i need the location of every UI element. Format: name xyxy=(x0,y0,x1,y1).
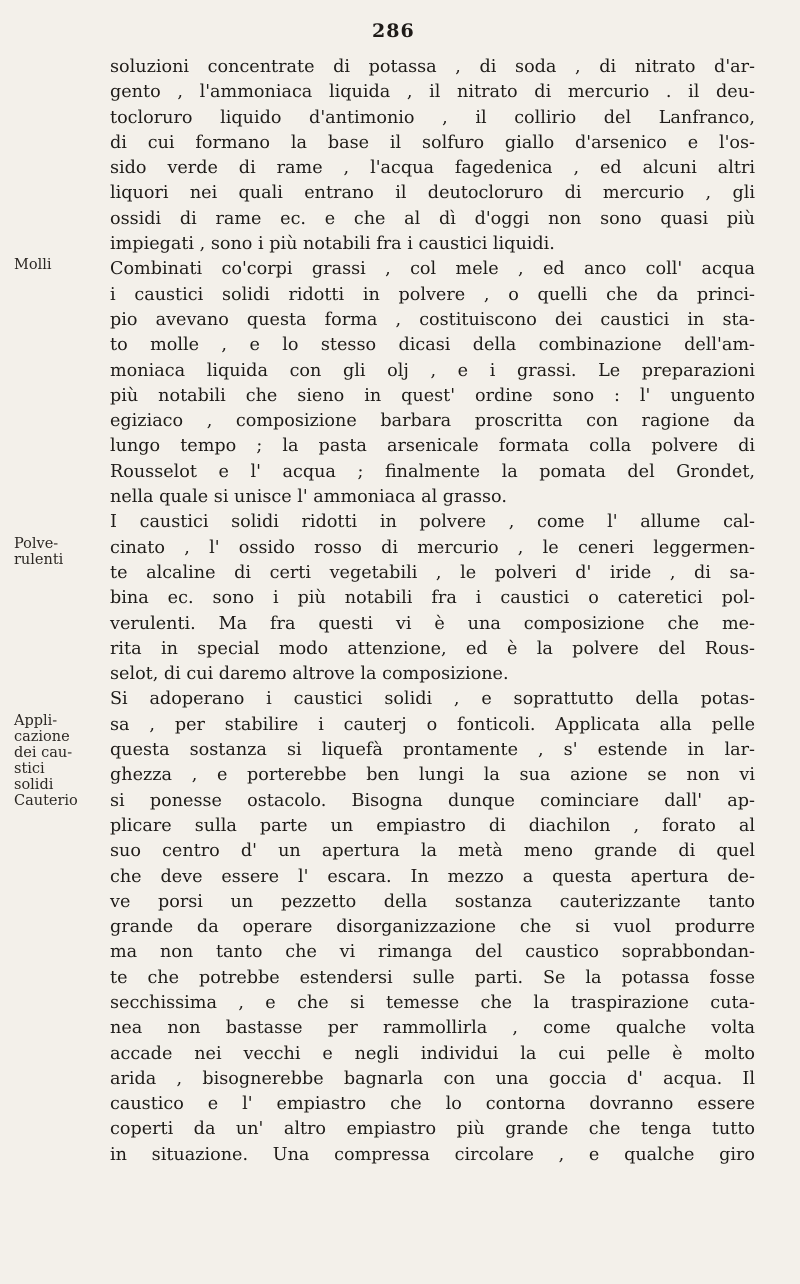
text-line: soluzioni concentrate di potassa , di soda , di nitrato d'ar- xyxy=(110,57,755,77)
text-line: plicare sulla parte un empiastro di diachilon , forato al xyxy=(110,815,755,836)
text-line: coperti da un' altro empiastro più grande che tenga tutto xyxy=(110,1119,755,1140)
text-line: Combinati co'corpi grassi , col mele , ed anco coll' acqua xyxy=(110,259,755,280)
text-line: sa , per stabilire i cauterj o fonticoli. Applicata alla pelle xyxy=(110,714,755,735)
text-line: verulenti. Ma fra questi vi è una composizione che me- xyxy=(110,613,755,634)
text-line: gento , l'ammoniaca liquida , il nitrato di mercurio . il deu- xyxy=(110,82,755,103)
margin-note-line: dei cau- xyxy=(14,745,73,761)
text-line: bina ec. sono i più notabili fra i caustici o cateretici pol- xyxy=(110,588,755,609)
text-line: tocloruro liquido d'antimonio , il collirio del Lanfranco, xyxy=(110,107,755,128)
text-line: accade nei vecchi e negli individui la cui pelle è molto xyxy=(110,1043,755,1064)
text-line: di cui formano la base il solfuro giallo d'arsenico e l'os- xyxy=(110,132,755,153)
text-line: cinato , l' ossido rosso di mercurio , le ceneri leggermen- xyxy=(110,537,755,558)
margin-note-applicazione xyxy=(14,713,106,809)
body-text xyxy=(110,55,755,1168)
text-line: suo centro d' un apertura la metà meno grande di quel xyxy=(110,841,755,862)
text-line: liquori nei quali entrano il deutocloruro di mercurio , gli xyxy=(110,183,755,204)
margin-note-molli xyxy=(14,257,106,273)
text-line: grande da operare disorganizzazione che si vuol produrre xyxy=(110,917,755,938)
text-line: più notabili che sieno in quest' ordine sono : l' unguento xyxy=(110,385,755,406)
text-line: Rousselot e l' acqua ; finalmente la pomata del Grondet, xyxy=(110,461,755,482)
text-line: sido verde di rame , l'acqua fagedenica , ed alcuni altri xyxy=(110,158,755,179)
margin-note-line: rulenti xyxy=(14,552,64,568)
text-line: Si adoperano i caustici solidi , e soprattutto della potas- xyxy=(110,689,755,710)
text-line: in situazione. Una compressa circolare , e qualche giro xyxy=(110,1144,755,1165)
text-line: I caustici solidi ridotti in polvere , come l' allume cal- xyxy=(110,512,755,533)
text-line: si ponesse ostacolo. Bisogna dunque cominciare dall' ap- xyxy=(110,790,755,811)
page-number: 286 xyxy=(372,20,415,42)
text-line: nella quale si unisce l' ammoniaca al grasso. xyxy=(110,487,507,508)
text-line: che deve essere l' escara. In mezzo a questa apertura de- xyxy=(110,866,755,887)
text-line: arida , bisognerebbe bagnarla con una goccia d' acqua. Il xyxy=(110,1068,755,1089)
text-line: ghezza , e porterebbe ben lungi la sua azione se non vi xyxy=(110,765,755,786)
text-line: te alcaline di certi vegetabili , le polveri d' iride , di sa- xyxy=(110,562,755,583)
text-line: ma non tanto che vi rimanga del caustico soprabbondan- xyxy=(110,942,755,963)
text-line: egiziaco , composizione barbara proscritta con ragione da xyxy=(110,411,755,432)
text-line: moniaca liquida con gli olj , e i grassi. Le preparazioni xyxy=(110,360,755,381)
margin-note-line: Cauterio xyxy=(14,793,78,809)
margin-note-line: Molli xyxy=(14,257,52,273)
text-line: to molle , e lo stesso dicasi della combinazione dell'am- xyxy=(110,335,755,356)
margin-note-polverulenti xyxy=(14,536,106,568)
margin-note-line: Polve- xyxy=(14,536,59,552)
text-line: secchissima , e che si temesse che la traspirazione cuta- xyxy=(110,992,755,1013)
text-line: impiegati , sono i più notabili fra i caustici liquidi. xyxy=(110,234,555,255)
text-line: rita in special modo attenzione, ed è la polvere del Rous- xyxy=(110,638,755,659)
text-line: caustico e l' empiastro che lo contorna dovranno essere xyxy=(110,1094,755,1115)
text-line: ve porsi un pezzetto della sostanza cauterizzante tanto xyxy=(110,891,755,912)
margin-note-line: stici xyxy=(14,761,45,777)
text-line: selot, di cui daremo altrove la composizione. xyxy=(110,664,509,685)
margin-note-line: cazione xyxy=(14,729,70,745)
text-line: lungo tempo ; la pasta arsenicale formata colla polvere di xyxy=(110,436,755,457)
text-line: ossidi di rame ec. e che al dì d'oggi non sono quasi più xyxy=(110,208,755,229)
margin-note-line: solidi xyxy=(14,777,54,793)
text-line: te che potrebbe estendersi sulle parti. Se la potassa fosse xyxy=(110,967,755,988)
margin-note-line: Appli- xyxy=(14,713,58,729)
text-line: i caustici solidi ridotti in polvere , o quelli che da princi- xyxy=(110,284,755,305)
text-line: pio avevano questa forma , costituiscono dei caustici in sta- xyxy=(110,309,755,330)
text-line: questa sostanza si liquefà prontamente , s' estende in lar- xyxy=(110,740,755,761)
text-line: nea non bastasse per rammollirla , come qualche volta xyxy=(110,1018,755,1039)
